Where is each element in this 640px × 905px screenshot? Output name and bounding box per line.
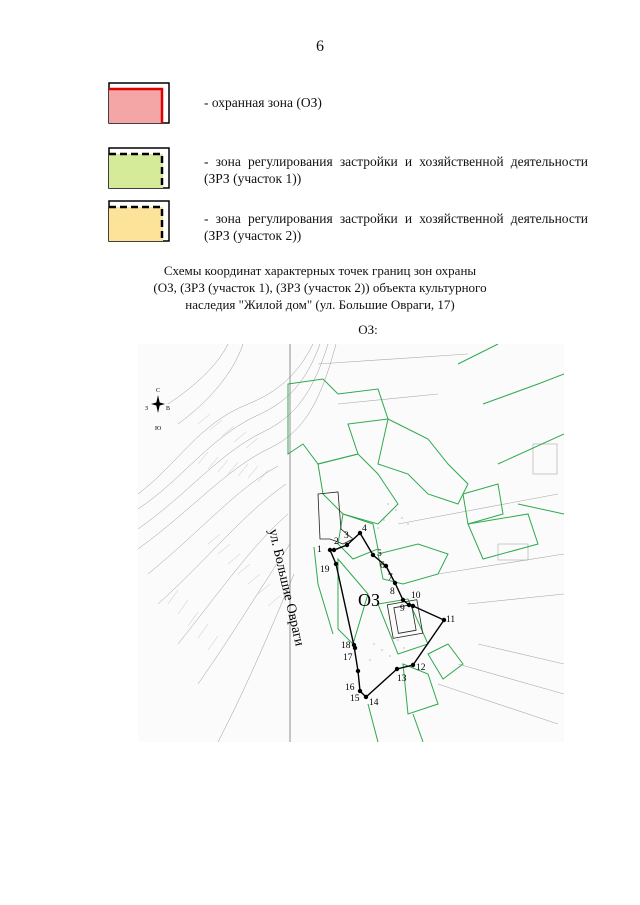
svg-text:В: В <box>166 406 171 412</box>
map-section-label: ОЗ: <box>358 322 378 337</box>
oz-boundary <box>330 533 444 697</box>
svg-text:С: С <box>156 388 161 394</box>
vertex-label-9: 9 <box>400 604 405 614</box>
vertex-label-7: 7 <box>388 573 393 583</box>
vertex-label-19: 19 <box>320 565 330 575</box>
svg-text:Ю: Ю <box>155 426 162 432</box>
vertex-label-8: 8 <box>390 587 395 597</box>
background-features <box>318 354 564 724</box>
legend-text-oz: - охранная зона (ОЗ) <box>204 95 322 110</box>
buildings <box>318 492 423 638</box>
vertex-13 <box>395 667 399 671</box>
boundary-map <box>138 344 564 742</box>
vertex-label-4: 4 <box>362 524 367 534</box>
vertex-label-13: 13 <box>397 674 407 684</box>
legend-item-oz <box>108 82 588 126</box>
legend-item-zrz2 <box>108 200 588 244</box>
vertex-14 <box>364 695 368 699</box>
vertex-9 <box>407 603 411 607</box>
vertex-label-18: 18 <box>341 641 351 651</box>
map-drawing <box>138 344 564 742</box>
compass-icon <box>145 388 170 432</box>
vertex-12 <box>411 663 415 667</box>
legend-text-zrz2: - зона регулирования застройки и хозяйственной деятельности (ЗРЗ (участок 2)) <box>204 211 588 243</box>
caption-line-2: (ОЗ, (ЗРЗ (участок 1), (ЗРЗ (участок 2)) объекта культурного <box>153 280 487 295</box>
vertex-label-10: 10 <box>411 591 421 601</box>
zone-label: ОЗ <box>358 590 381 610</box>
vertex-label-5: 5 <box>377 549 382 559</box>
vertex-2 <box>332 548 336 552</box>
caption-line-1: Схемы координат характерных точек границ зон охраны <box>163 263 477 278</box>
legend-swatch-zrz1 <box>108 147 170 189</box>
vertex-label-6: 6 <box>380 561 385 571</box>
page-number: 6 <box>316 38 324 55</box>
vertex-label-12: 12 <box>416 663 426 673</box>
vertex-label-11: 11 <box>446 615 456 625</box>
vertex-8 <box>401 598 405 602</box>
vertex-3 <box>345 543 349 547</box>
vertex-5 <box>371 553 375 557</box>
vertex-label-17: 17 <box>343 653 353 663</box>
vertex-label-14: 14 <box>369 698 379 708</box>
legend-item-zrz1 <box>108 147 588 191</box>
vertex-label-2: 2 <box>334 537 339 547</box>
vertex-10 <box>411 604 415 608</box>
street-label: ул. Большие Овраги <box>265 527 307 648</box>
legend-swatch-oz <box>108 82 170 124</box>
vertex-18 <box>352 643 356 647</box>
scheme-caption <box>120 262 520 313</box>
legend-swatch-zrz2 <box>108 200 170 242</box>
vertex-label-15: 15 <box>350 694 360 704</box>
vertex-label-16: 16 <box>345 683 355 693</box>
vertex-7 <box>393 581 397 585</box>
vertex-16 <box>356 669 360 673</box>
legend-text-zrz1: - зона регулирования застройки и хозяйственной деятельности (ЗРЗ (участок 1)) <box>204 154 588 186</box>
caption-line-3: наследия "Жилой дом" (ул. Большие Овраги, 17) <box>185 297 455 312</box>
svg-text:З: З <box>145 406 149 412</box>
vertex-label-3: 3 <box>344 531 349 541</box>
vertex-label-1: 1 <box>317 545 322 555</box>
terrain-contours <box>138 344 336 742</box>
vertex-19 <box>334 562 338 566</box>
vertex-1 <box>328 548 332 552</box>
vertex-15 <box>358 689 362 693</box>
terrain-hatch <box>168 414 280 650</box>
